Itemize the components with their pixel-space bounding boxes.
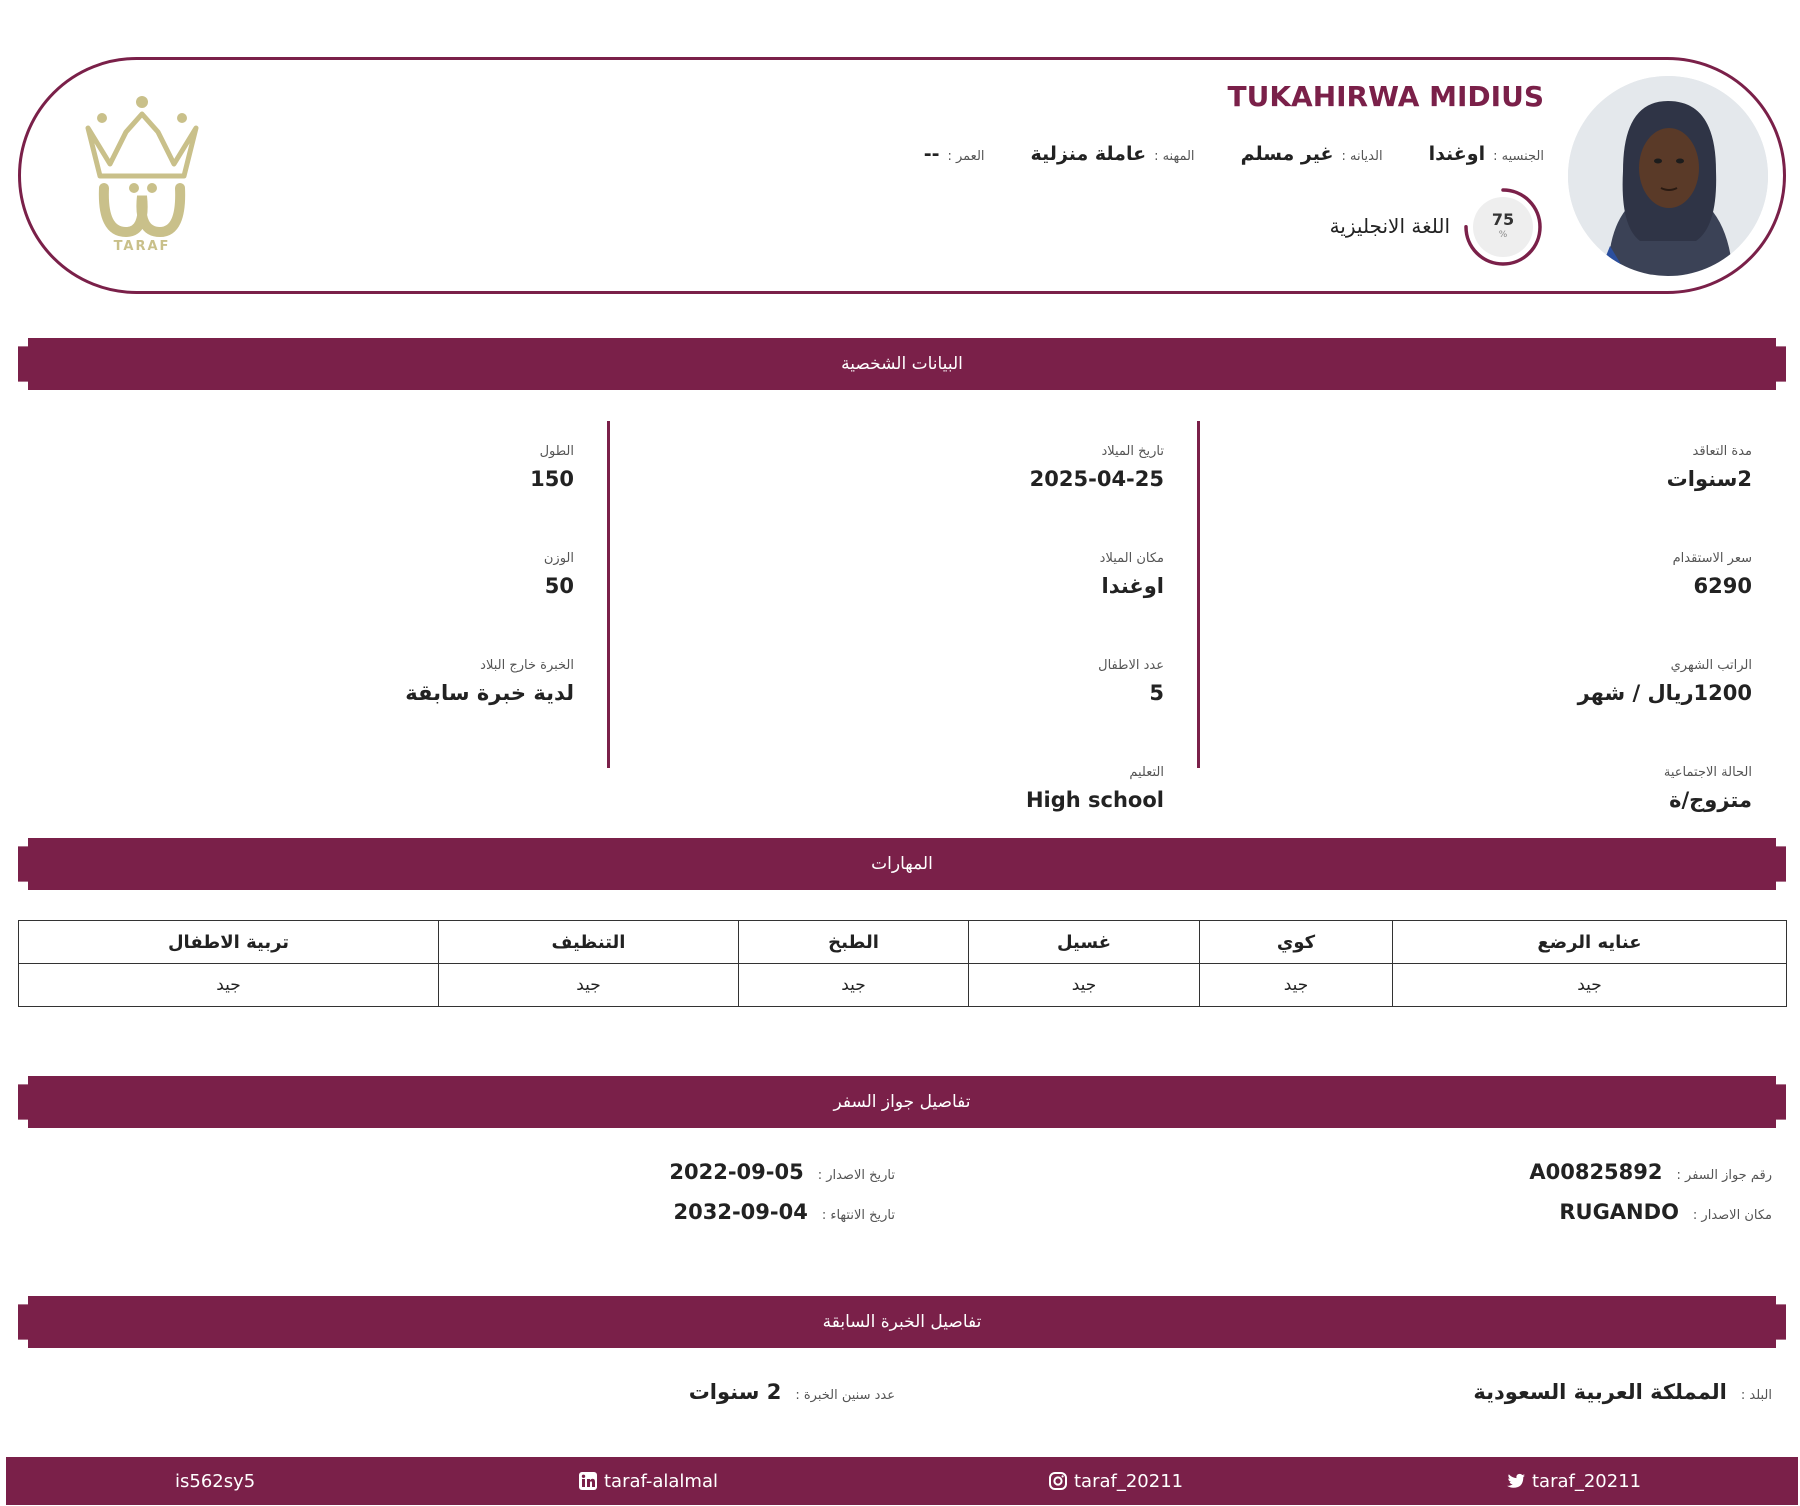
passport-number-value: A00825892	[1529, 1160, 1663, 1184]
taraf-crown-logo-icon	[80, 92, 204, 262]
expiry-date-value: 2032-09-04	[673, 1200, 808, 1224]
issue-place-value: RUGANDO	[1559, 1200, 1679, 1224]
personal-col-3	[14, 420, 574, 741]
profile-meta-row	[644, 140, 1544, 168]
issue-date-field	[669, 1160, 895, 1184]
experience-years-value: 2 سنوات	[688, 1380, 782, 1404]
skills-table	[18, 920, 1787, 1007]
education-field	[604, 765, 1164, 848]
nationality-value: اوغندا	[1428, 143, 1486, 165]
issue-date-value: 2022-09-05	[669, 1160, 804, 1184]
profession-label: المهنه :	[1154, 149, 1195, 164]
skill-level: جيد	[439, 964, 739, 1007]
passport-number-label: رقم جواز السفر :	[1676, 1168, 1772, 1183]
birth-date-field	[604, 444, 1164, 527]
marital-status-field	[1192, 765, 1752, 848]
nationality-label: الجنسيه :	[1493, 149, 1544, 164]
skill-header: تربية الاطفال	[19, 921, 439, 964]
education-label: التعليم	[1129, 765, 1164, 780]
abroad-experience-label: الخبرة خارج البلاد	[480, 658, 574, 673]
profession-value: عاملة منزلية	[1030, 143, 1147, 165]
person-photo-icon	[1568, 76, 1768, 276]
birth-place-value: اوغندا	[1101, 574, 1164, 598]
passport-title: تفاصيل جواز السفر	[833, 1092, 971, 1112]
experience-title: تفاصيل الخبرة السابقة	[822, 1312, 982, 1332]
column-divider	[1197, 421, 1200, 768]
issue-date-label: تاريخ الاصدار :	[817, 1168, 895, 1183]
contract-duration-field	[1192, 444, 1752, 527]
marital-status-value: متزوج/ة	[1669, 788, 1752, 812]
skills-header-row	[19, 921, 1787, 964]
skill-level: جيد	[739, 964, 969, 1007]
footer-bar	[6, 1457, 1798, 1505]
abroad-experience-field	[14, 658, 574, 741]
experience-years-field	[689, 1380, 895, 1404]
birth-place-field	[604, 551, 1164, 634]
birth-date-label: تاريخ الميلاد	[1101, 444, 1164, 459]
personal-data-banner	[18, 338, 1786, 390]
language-percent-sign: %	[1498, 230, 1508, 240]
contract-duration-label: مدة التعاقد	[1692, 444, 1752, 459]
profile-photo	[1568, 76, 1768, 276]
skill-level: جيد	[19, 964, 439, 1007]
skill-header: عنايه الرضع	[1393, 921, 1787, 964]
personal-data-title: البيانات الشخصية	[841, 354, 963, 374]
experience-country-value: المملكة العربية السعودية	[1473, 1380, 1727, 1404]
height-label: الطول	[539, 444, 574, 459]
recruitment-price-field	[1192, 551, 1752, 634]
recruitment-price-value: 6290	[1693, 574, 1752, 598]
skill-level: جيد	[1200, 964, 1393, 1007]
passport-number-field	[1529, 1160, 1772, 1184]
skill-header: الطبخ	[739, 921, 969, 964]
language-percent: 75	[1491, 210, 1515, 229]
twitter-handle: taraf_20211	[1532, 1470, 1642, 1492]
expiry-date-label: تاريخ الانتهاء :	[821, 1208, 895, 1223]
experience-banner	[18, 1296, 1786, 1348]
skills-title: المهارات	[871, 854, 933, 874]
religion-value: غير مسلم	[1240, 143, 1334, 165]
instagram-icon	[1048, 1471, 1068, 1491]
linkedin-icon	[578, 1471, 598, 1491]
height-field	[14, 444, 574, 527]
skill-header: التنظيف	[439, 921, 739, 964]
monthly-salary-label: الراتب الشهري	[1670, 658, 1752, 673]
experience-country-label: البلد :	[1740, 1388, 1772, 1403]
personal-col-2	[604, 420, 1164, 848]
logo-text: TARAF	[113, 239, 171, 254]
instagram-link[interactable]	[1048, 1457, 1183, 1505]
linkedin-link[interactable]	[578, 1457, 718, 1505]
marital-status-label: الحالة الاجتماعية	[1663, 765, 1752, 780]
twitter-link[interactable]	[1506, 1457, 1641, 1505]
footer-code	[175, 1457, 255, 1505]
nationality-field	[1429, 143, 1544, 165]
weight-label: الوزن	[543, 551, 574, 566]
experience-years-label: عدد سنين الخبرة :	[795, 1388, 895, 1403]
footer-code-text: is562sy5	[175, 1470, 256, 1492]
language-name: اللغة الانجليزية	[1329, 214, 1450, 238]
skills-value-row	[19, 964, 1787, 1007]
monthly-salary-value: 1200ريال / شهر	[1577, 681, 1752, 705]
children-count-field	[604, 658, 1164, 741]
religion-label: الديانه :	[1341, 149, 1383, 164]
skill-level: جيد	[969, 964, 1200, 1007]
monthly-salary-field	[1192, 658, 1752, 741]
birth-date-value: 2025-04-25	[1029, 467, 1164, 491]
education-value: High school	[1025, 788, 1164, 812]
profession-field	[1031, 143, 1195, 165]
twitter-icon	[1506, 1471, 1526, 1491]
children-count-value: 5	[1149, 681, 1164, 705]
instagram-handle: taraf_20211	[1074, 1470, 1184, 1492]
religion-field	[1241, 143, 1383, 165]
age-label: العمر :	[947, 149, 985, 164]
column-divider	[607, 421, 610, 768]
skills-banner	[18, 838, 1786, 890]
weight-field	[14, 551, 574, 634]
issue-place-field	[1559, 1200, 1772, 1224]
abroad-experience-value: لدية خبرة سابقة	[405, 681, 574, 705]
issue-place-label: مكان الاصدار :	[1692, 1208, 1772, 1223]
contract-duration-value: 2سنوات	[1666, 467, 1752, 491]
birth-place-label: مكان الميلاد	[1099, 551, 1164, 566]
passport-banner	[18, 1076, 1786, 1128]
linkedin-handle: taraf-alalmal	[604, 1470, 718, 1492]
skill-header: كوي	[1200, 921, 1393, 964]
age-field	[924, 143, 985, 165]
skill-header: غسيل	[969, 921, 1200, 964]
height-value: 150	[530, 467, 574, 491]
experience-country-field	[1473, 1380, 1772, 1404]
weight-value: 50	[544, 574, 574, 598]
personal-col-1	[1192, 420, 1752, 848]
worker-name: TUKAHIRWA MIDIUS	[1227, 80, 1544, 113]
age-value: --	[923, 143, 940, 165]
children-count-label: عدد الاطفال	[1098, 658, 1164, 673]
recruitment-price-label: سعر الاستقدام	[1672, 551, 1752, 566]
expiry-date-field	[674, 1200, 895, 1224]
skill-level: جيد	[1393, 964, 1787, 1007]
